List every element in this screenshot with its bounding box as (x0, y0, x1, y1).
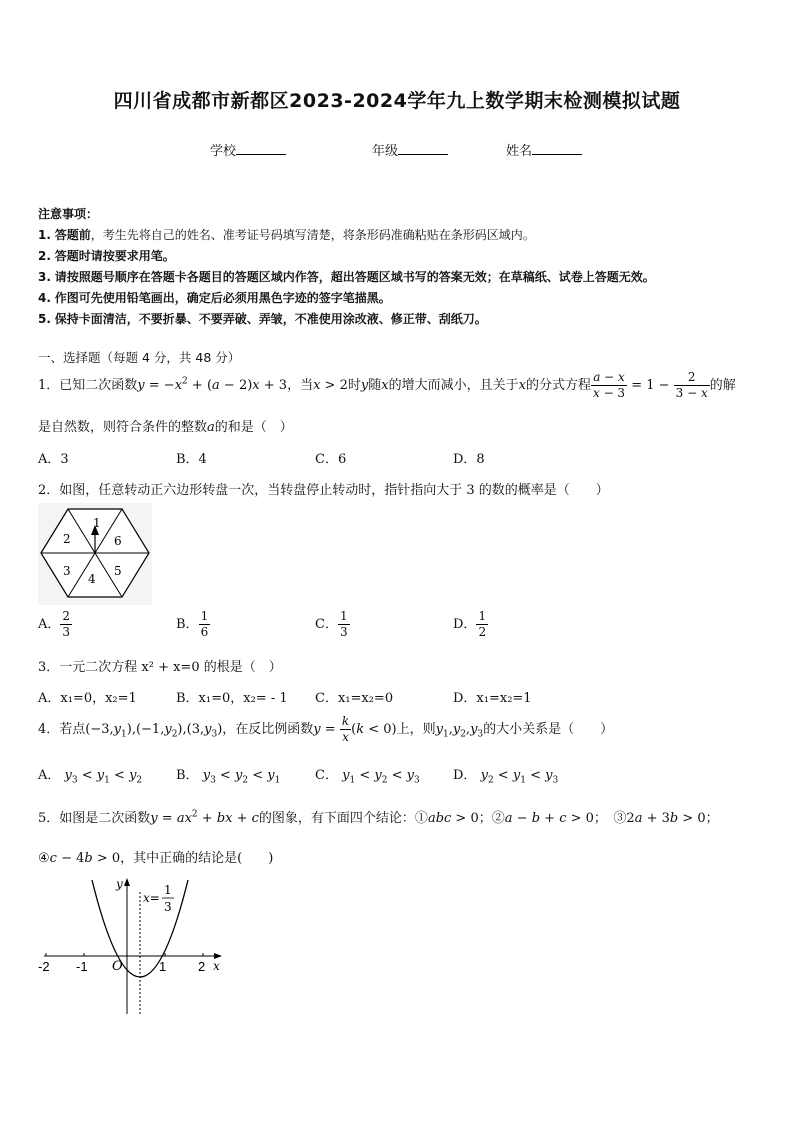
sector-label: 2 (63, 532, 71, 546)
axis-annotation-den: 3 (164, 900, 172, 914)
section-heading: 一、选择题（每题 4 分，共 48 分） (38, 350, 241, 365)
question-1-line2: 是自然数，则符合条件的整数a的和是（ ） (38, 420, 293, 435)
origin-label: O (112, 959, 123, 974)
q1-option-a[interactable]: A．3 (38, 452, 69, 467)
x-tick-label: 1 (159, 959, 167, 974)
sector-label: 3 (63, 564, 71, 578)
question-4: 4．若点$(-3,y_1),(-1,y_2),(3,y_3)$，在反比例函数y = $\frac{k}{x}$ (k < 0)上，则$y_1,y_2,y_3$的大小关系是（ ） (38, 714, 614, 744)
notes-heading: 注意事项： (38, 207, 99, 221)
note-item: 4. 作图可先使用铅笔画出，确定后必须用黑色字迹的签字笔描黑。 (38, 291, 391, 305)
name-blank[interactable] (532, 143, 582, 155)
q3-option-d[interactable]: D．x₁=x₂=1 (453, 691, 532, 706)
x-axis-label: x (213, 959, 220, 973)
q1-option-d[interactable]: D．8 (453, 452, 485, 467)
note-item: 5. 保持卡面清洁，不要折暴、不要弄破、弄皱，不准使用涂改液、修正带、刮纸刀。 (38, 312, 487, 326)
grade-blank[interactable] (398, 143, 448, 155)
hexagon-spinner-figure (38, 503, 152, 605)
note-item: 1. 答题前，考生先将自己的姓名、准考证号码填写清楚，将条形码准确粘贴在条形码区域内。 (38, 228, 535, 242)
school-label: 学校 (210, 144, 237, 159)
q1-option-c[interactable]: C．6 (315, 452, 347, 467)
x-tick-label: 2 (198, 959, 206, 974)
sector-label: 1 (93, 516, 101, 530)
parabola-graph (36, 874, 226, 1019)
q2-option-d[interactable]: D． $\frac{1}{2}$ (453, 609, 487, 639)
note-item: 2. 答题时请按要求用笔。 (38, 249, 175, 263)
axis-annotation-num: 1 (164, 883, 172, 897)
q2-option-b[interactable]: B． $\frac{1}{6}$ (176, 609, 209, 639)
question-3: 3．一元二次方程 x² + x=0 的根是（ ） (38, 660, 282, 675)
page-title: 四川省成都市新都区2023-2024学年九上数学期末检测模拟试题 (113, 90, 681, 112)
q4-option-b[interactable]: B． $y_3 < y_2 < y_1$ (176, 768, 281, 786)
q4-option-c[interactable]: C． $y_1 < y_2 < y_3$ (315, 768, 420, 786)
q4-option-d[interactable]: D． $y_2 < y_1 < y_3$ (453, 768, 559, 786)
question-2: 2．如图，任意转动正六边形转盘一次，当转盘停止转动时，指针指向大于 3 的数的概率是（ ） (38, 483, 609, 498)
question-5-line2: ④c − 4b > 0，其中正确的结论是( ) (38, 851, 274, 866)
sector-label: 6 (114, 534, 122, 548)
q4-option-a[interactable]: A． $y_3 < y_1 < y_2$ (38, 768, 143, 786)
x-tick-label: -2 (38, 959, 50, 974)
q3-option-a[interactable]: A．x₁=0，x₂=1 (38, 691, 137, 706)
name-label: 姓名 (506, 144, 533, 159)
name-field[interactable] (506, 140, 582, 159)
school-field[interactable] (210, 140, 286, 159)
question-5: 5．如图是二次函数$y = ax^2$ + bx + c的图象，有下面四个结论：①abc > 0；②a − b + c > 0； ③2a + 3b > 0； (38, 809, 719, 826)
q3-option-b[interactable]: B．x₁=0，x₂= - 1 (176, 691, 288, 706)
axis-annotation-prefix: x= (143, 891, 160, 905)
y-axis-label: y (116, 877, 123, 891)
grade-field[interactable] (372, 140, 448, 159)
grade-label: 年级 (372, 144, 399, 159)
school-blank[interactable] (236, 143, 286, 155)
sector-label: 4 (88, 572, 96, 586)
q3-option-c[interactable]: C．x₁=x₂=0 (315, 691, 394, 706)
q1-option-b[interactable]: B．4 (176, 452, 207, 467)
q2-option-c[interactable]: C． $\frac{1}{3}$ (315, 609, 348, 639)
q2-option-a[interactable]: A． $\frac{2}{3}$ (38, 609, 71, 639)
notes-block (38, 204, 655, 330)
x-tick-label: -1 (76, 959, 88, 974)
question-1: 1．已知二次函数$y = -x^2 + (a - 2)x + 3$，当x > 2时y随x的增大而减小，且关于x的分式方程 $\frac{a - x}{x - 3}$ = 1 − $\frac{2}{3 - x}$ 的解 (38, 370, 736, 400)
sector-label: 5 (114, 564, 122, 578)
y-axis-arrow-icon (124, 878, 130, 886)
note-item: 3. 请按照题号顺序在答题卡各题目的答题区域内作答，超出答题区域书写的答案无效；在草稿纸、试卷上答题无效。 (38, 270, 655, 284)
